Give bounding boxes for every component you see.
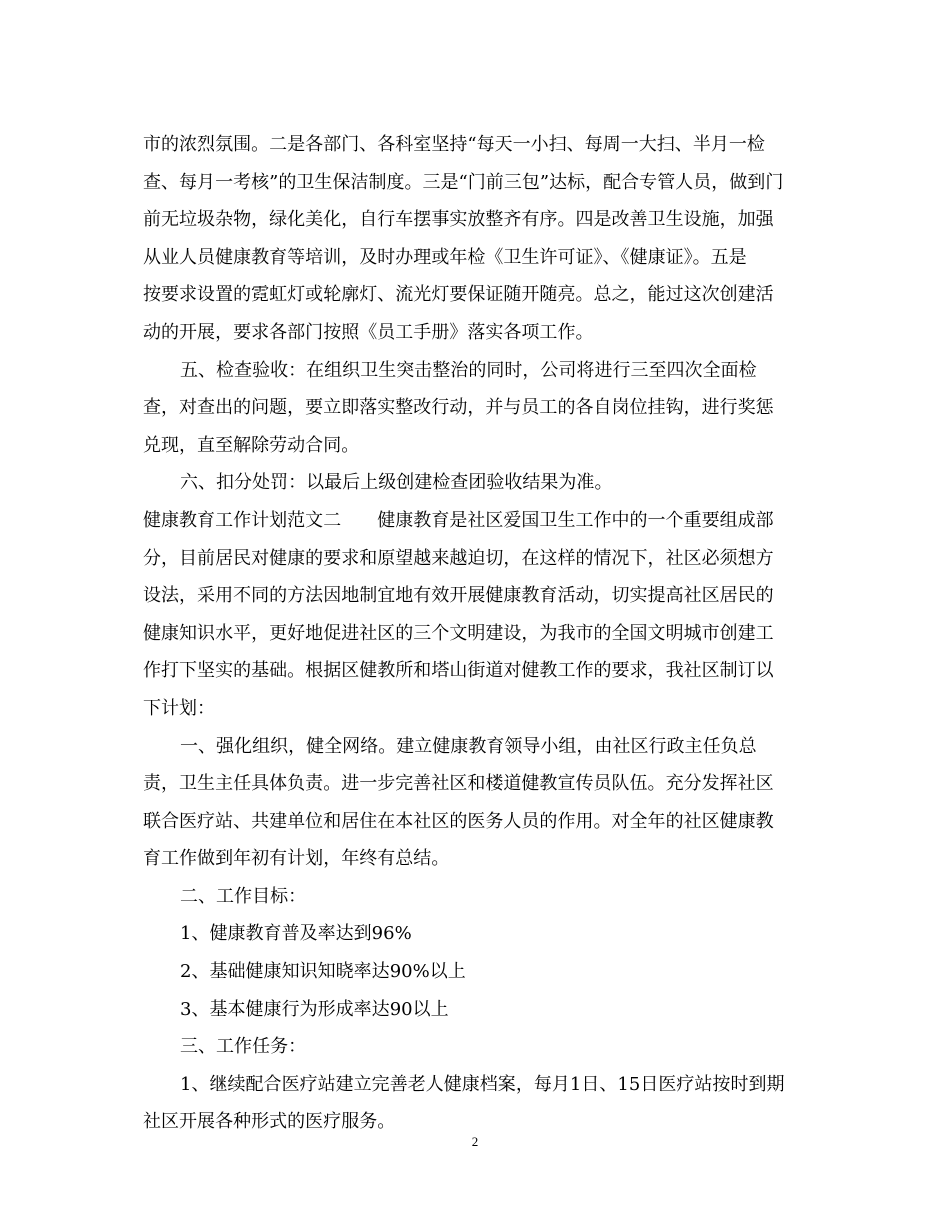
list-item: 3、基本健康行为形成率达90以上	[180, 998, 449, 1020]
text-line: 育工作做到年初有计划，年终有总结。	[143, 848, 450, 870]
text-line: 健康教育工作计划范文二 健康教育是社区爱国卫生工作中的一个重要组成部	[143, 509, 774, 531]
text-line: 按要求设置的霓虹灯或轮廓灯、流光灯要保证随开随亮。总之，能过这次创建活	[143, 284, 774, 306]
text-line: 社区开展各种形式的医疗服务。	[143, 1111, 396, 1133]
text-line: 市的浓烈氛围。二是各部门、各科室坚持“每天一小扫、每周一大扫、半月一检	[143, 134, 765, 155]
page-number: 2	[471, 1134, 479, 1149]
text-line: 下计划：	[143, 697, 216, 719]
document-body	[143, 126, 819, 1141]
section-heading-tasks: 三、工作任务：	[180, 1036, 307, 1058]
text-line: 作打下坚实的基础。根据区健教所和塔山街道对健教工作的要求，我社区制订以	[143, 660, 774, 682]
section-heading-organization: 一、强化组织，健全网络。建立健康教育领导小组，由社区行政主任负总	[180, 735, 757, 757]
text-line: 查、每月一考核”的卫生保洁制度。三是“门前三包”达标，配合专管人员，做到门	[143, 171, 784, 193]
list-item: 2、基础健康知识知晓率达90%以上	[180, 961, 466, 983]
text-line: 健康知识水平，更好地促进社区的三个文明建设，为我市的全国文明城市创建工	[143, 622, 774, 644]
text-line: 动的开展，要求各部门按照《员工手册》落实各项工作。	[143, 321, 594, 343]
section-heading-penalty: 六、扣分处罚：以最后上级创建检查团验收结果为准。	[180, 472, 613, 494]
text-line: 联合医疗站、共建单位和居住在本社区的医务人员的作用。对全年的社区健康教	[143, 810, 774, 832]
text-line: 从业人员健康教育等培训，及时办理或年检《卫生许可证》、《健康证》。五是	[143, 246, 747, 268]
section-heading-goals: 二、工作目标：	[180, 885, 307, 907]
list-item: 1、继续配合医疗站建立完善老人健康档案，每月1日、15日医疗站按时到期	[180, 1073, 785, 1095]
text-line: 查，对查出的问题，要立即落实整改行动，并与员工的各自岗位挂钩，进行奖惩	[143, 397, 774, 419]
text-line: 设法，采用不同的方法因地制宜地有效开展健康教育活动，切实提高社区居民的	[143, 585, 774, 607]
text-line: 兑现，直至解除劳动合同。	[143, 434, 360, 456]
text-line: 分，目前居民对健康的要求和原望越来越迫切，在这样的情况下，社区必须想方	[143, 547, 774, 569]
section-heading-inspection: 五、检查验收：在组织卫生突击整治的同时，公司将进行三至四次全面检	[180, 359, 757, 381]
list-item: 1、健康教育普及率达到96%	[180, 923, 412, 945]
text-line: 责，卫生主任具体负责。进一步完善社区和楼道健教宣传员队伍。充分发挥社区	[143, 773, 774, 795]
text-line: 前无垃圾杂物，绿化美化，自行车摆事实放整齐有序。四是改善卫生设施，加强	[143, 209, 774, 231]
